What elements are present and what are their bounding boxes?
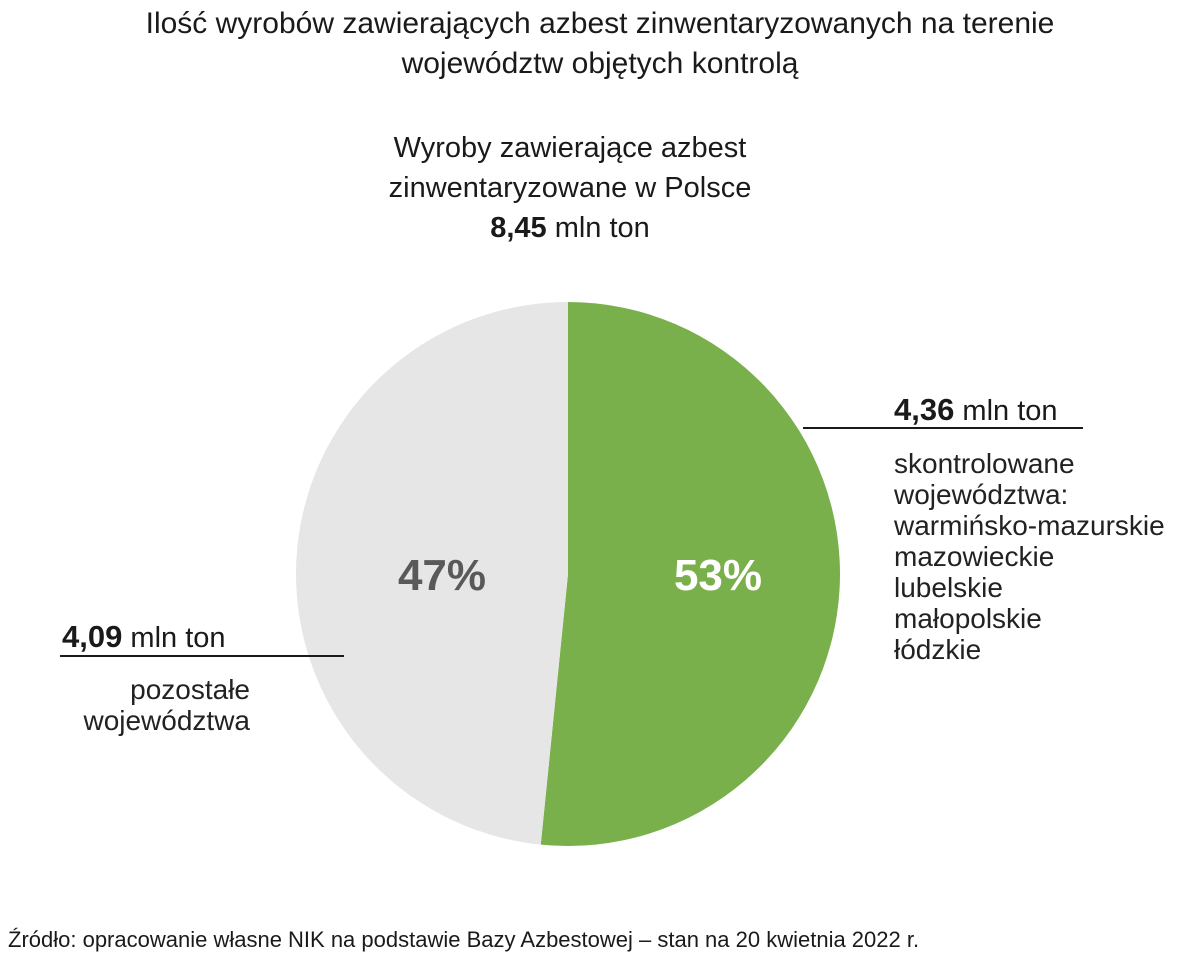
- value-label-controlled: [894, 392, 1058, 428]
- value-label-other: [62, 619, 226, 655]
- percent-label-other: 47%: [397, 551, 487, 600]
- percent-label-controlled: 53%: [673, 551, 763, 600]
- description-line: warmińsko-mazurskie: [894, 510, 1165, 541]
- total-label-line: Wyroby zawierające azbest: [393, 132, 747, 164]
- description-line: lubelskie: [894, 572, 1003, 603]
- description-line: mazowieckie: [894, 541, 1055, 572]
- total-value: 8,45: [490, 212, 547, 244]
- description-line: małopolskie: [894, 603, 1042, 634]
- total-label-line: zinwentaryzowane w Polsce: [388, 172, 752, 204]
- source-note: Źródło: opracowanie własne NIK na podstawie Bazy Azbestowej – stan na 20 kwietnia 2022 r.: [8, 927, 920, 952]
- description-line: województwa:: [894, 479, 1069, 510]
- value-number: 4,09: [62, 619, 123, 654]
- description-line: pozostałe: [130, 674, 250, 705]
- value-unit: mln ton: [130, 622, 226, 654]
- description-line: łódzkie: [894, 634, 982, 665]
- total-unit: mln ton: [554, 212, 650, 244]
- value-unit: mln ton: [962, 395, 1058, 427]
- description-line: skontrolowane: [894, 448, 1075, 479]
- chart-title-line: województw objętych kontrolą: [401, 47, 799, 80]
- chart-title-line: Ilość wyrobów zawierających azbest zinwentaryzowanych na terenie: [145, 7, 1055, 40]
- description-line: województwa: [83, 705, 250, 736]
- description-other: [83, 674, 250, 736]
- value-number: 4,36: [894, 392, 955, 427]
- description-controlled: [894, 448, 1165, 665]
